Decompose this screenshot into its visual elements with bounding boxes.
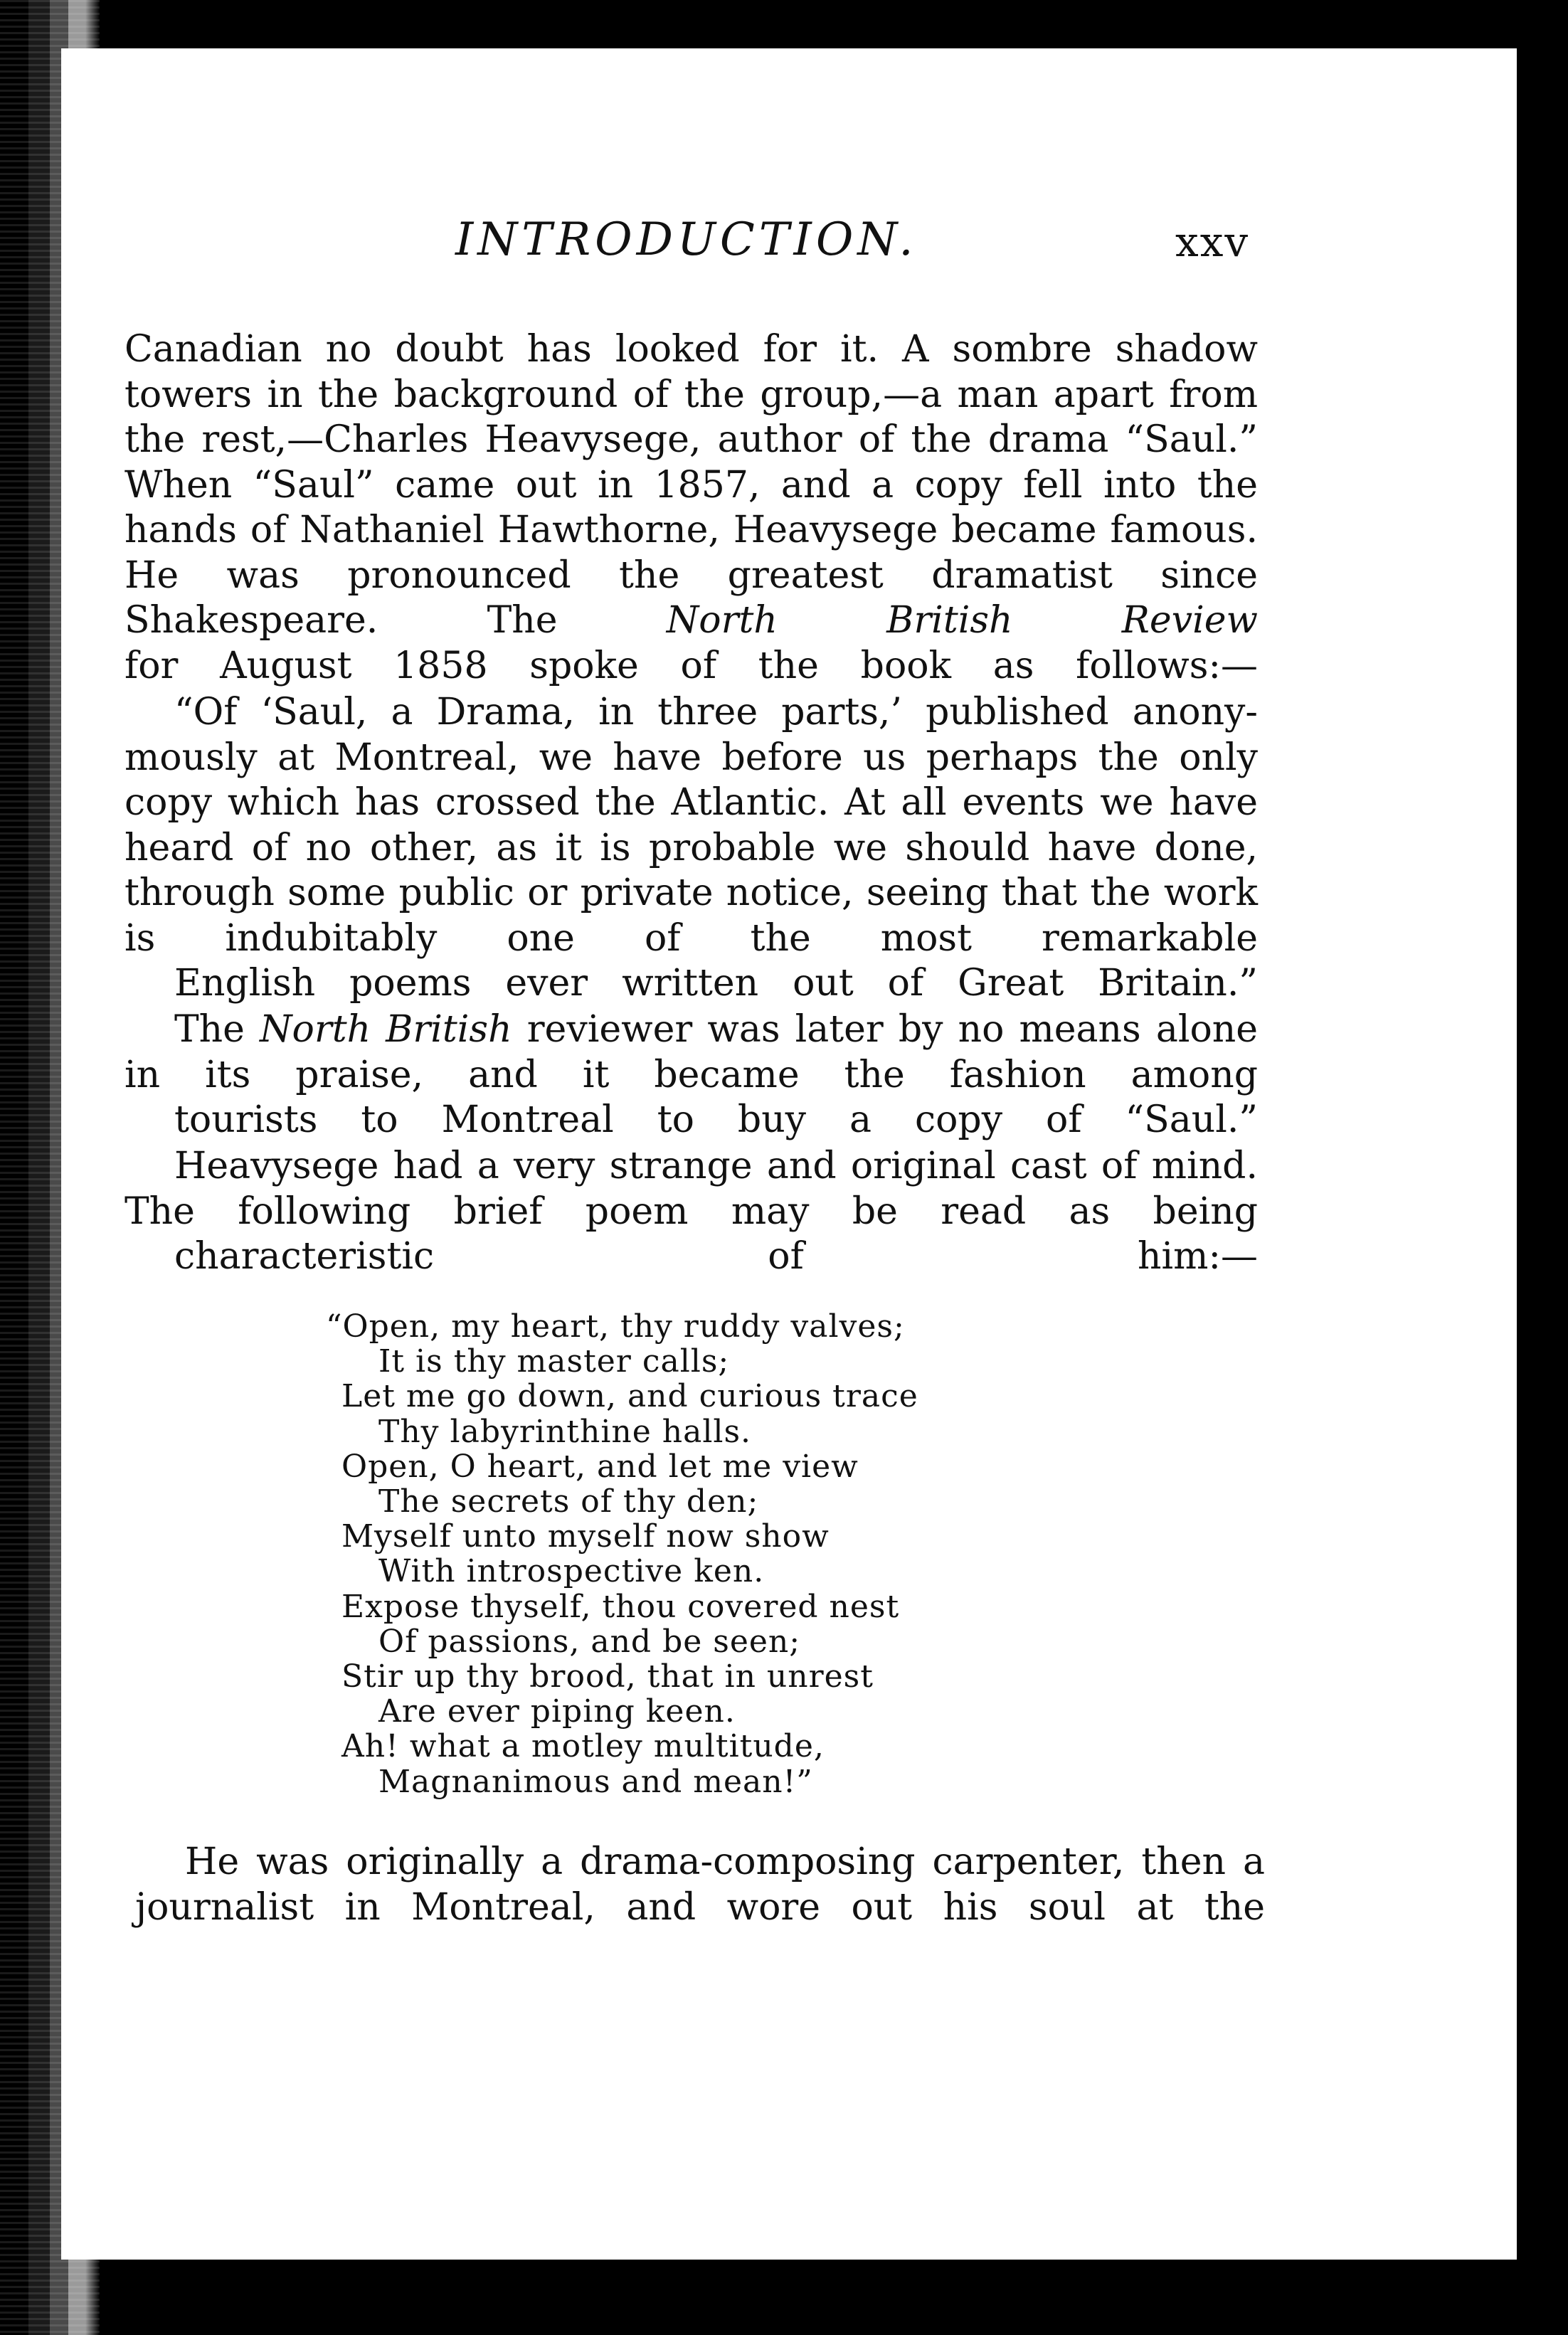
journal-title: North British [260, 1008, 512, 1051]
paragraph-4 [135, 1840, 1265, 1930]
text-line: tourists to Montreal to buy a copy of “Saul.” [174, 1098, 1258, 1141]
text-line: fell into the hands of Nathaniel Hawthorne, Heavysege [125, 463, 1259, 551]
text-line: “Saul.” When “Saul” came out in 1857, and a copy [125, 418, 1258, 507]
paragraph-2 [125, 1007, 1258, 1143]
poem-line: Magnanimous and mean!” [378, 1763, 813, 1800]
poem-line: The secrets of thy den; [378, 1483, 759, 1520]
poem-line: Stir up thy brood, that in unrest [341, 1658, 874, 1695]
text-line: from the rest,—Charles Heavysege, author of the drama [125, 373, 1258, 461]
poem-line: Thy labyrinthine halls. [378, 1413, 752, 1450]
poem-line: Expose thyself, thou covered nest [341, 1588, 900, 1625]
text-line: copy which has crossed the Atlantic. At all events we [125, 781, 1154, 824]
text-line: have heard of no other, as it is probable we should have [125, 781, 1259, 869]
poem-line: “Open, my heart, thy ruddy valves; [326, 1308, 905, 1345]
running-head: INTRODUCTION. [455, 213, 918, 266]
quotation-paragraph [125, 690, 1258, 1007]
paragraph-1 [125, 327, 1258, 689]
text-line: Canadian no doubt has looked for it. A sombre shadow [125, 328, 1258, 371]
poem-line: Are ever piping keen. [378, 1693, 736, 1730]
text-line: a journalist in Montreal, and wore out his soul at the [135, 1841, 1265, 1929]
poem-line: Open, O heart, and let me view [341, 1448, 859, 1485]
text-line: Heavysege had a very strange and original cast of [174, 1145, 1138, 1187]
text-line: He was originally a drama-composing carpenter, then [185, 1841, 1226, 1883]
poem [326, 1308, 918, 1800]
text-line: the work is indubitably one of the most remarkable [125, 872, 1258, 960]
text-line: characteristic of him:— [174, 1235, 1258, 1278]
page-number: xxv [1175, 218, 1250, 266]
text-line: became famous. He was pronounced the greatest [125, 509, 1259, 597]
text-line: The [174, 1008, 245, 1051]
poem-line: Of passions, and be seen; [378, 1623, 801, 1660]
poem-line: It is thy master calls; [378, 1343, 730, 1380]
text-line: “Of ‘Saul, a Drama, in three parts,’ published anony- [174, 691, 1258, 734]
poem-line: Let me go down, and curious trace [341, 1378, 918, 1415]
text-line: reviewer was later by no means alone in its praise, and it became the fashion among [125, 1008, 1259, 1096]
text-line: mously at Montreal, we have before us perhaps the only [125, 736, 1258, 779]
text-line: done, through some public or private notice, seeing that [125, 826, 1258, 914]
text-line: for August 1858 spoke of the book as follows:— [125, 644, 1258, 687]
poem-line: With introspective ken. [378, 1553, 765, 1590]
journal-title: North British Review [666, 599, 1258, 642]
paragraph-3 [125, 1144, 1258, 1280]
text-line: mind. The following brief poem may be read as being [125, 1145, 1258, 1233]
text-line: towers in the background of the group,—a man apart [125, 373, 1154, 416]
poem-line: Ah! what a motley multitude, [341, 1728, 825, 1765]
poem-line: Myself unto myself now show [341, 1518, 830, 1555]
text-line: dramatist since Shakespeare. The [125, 554, 1258, 642]
text-line: English poems ever written out of Great Britain.” [174, 962, 1258, 1005]
